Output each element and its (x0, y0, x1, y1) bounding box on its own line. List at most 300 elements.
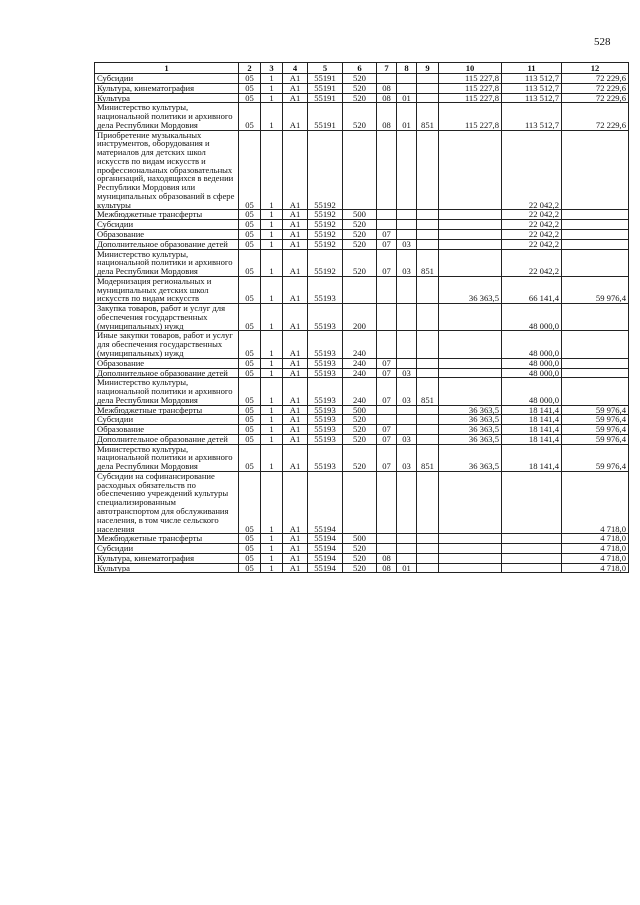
code-cell: 55193 (308, 405, 343, 415)
amount-cell: 4 718,0 (562, 553, 629, 563)
code-cell: 05 (239, 471, 261, 533)
amount-cell (439, 130, 502, 210)
code-cell: 07 (377, 425, 397, 435)
amount-cell: 36 363,5 (439, 444, 502, 471)
code-cell (397, 471, 417, 533)
amount-cell: 18 141,4 (502, 415, 562, 425)
code-cell: 05 (239, 368, 261, 378)
code-cell (397, 210, 417, 220)
code-cell: А1 (283, 415, 308, 425)
code-cell (417, 471, 439, 533)
amount-cell: 115 227,8 (439, 93, 502, 103)
code-cell (377, 276, 397, 303)
amount-cell (562, 249, 629, 276)
code-cell: А1 (283, 249, 308, 276)
code-cell: 1 (261, 276, 283, 303)
table-row (95, 425, 629, 435)
code-cell: 1 (261, 304, 283, 331)
code-cell (417, 425, 439, 435)
amount-cell: 113 512,7 (502, 93, 562, 103)
amount-cell (439, 210, 502, 220)
code-cell (397, 83, 417, 93)
code-cell: 851 (417, 444, 439, 471)
column-header: 8 (397, 63, 417, 74)
item-name-cell: Министерство культуры, национальной политики и архивного дела Республики Мордовия (95, 103, 239, 130)
code-cell (417, 358, 439, 368)
amount-cell (562, 358, 629, 368)
table-row (95, 471, 629, 533)
code-cell (417, 93, 439, 103)
amount-cell (439, 239, 502, 249)
item-name-cell: Приобретение музыкальных инструментов, оборудования и материалов для детских школ искусств по видам искусств и профессиональных образовательных организаций, находящихся в ведении Республики Мордовия или муниципальных образований в сфере культуры (95, 130, 239, 210)
code-cell: 05 (239, 405, 261, 415)
code-cell (397, 358, 417, 368)
code-cell: 520 (343, 249, 377, 276)
code-cell: 1 (261, 230, 283, 240)
amount-cell (502, 534, 562, 544)
amount-cell: 59 976,4 (562, 444, 629, 471)
amount-cell (439, 544, 502, 554)
code-cell (377, 405, 397, 415)
amount-cell: 113 512,7 (502, 83, 562, 93)
code-cell: 851 (417, 249, 439, 276)
code-cell: 07 (377, 239, 397, 249)
page-number: 528 (594, 36, 611, 48)
item-name-cell: Министерство культуры, национальной политики и архивного дела Республики Мордовия (95, 378, 239, 405)
amount-cell (562, 378, 629, 405)
code-cell: 500 (343, 405, 377, 415)
amount-cell: 115 227,8 (439, 83, 502, 93)
amount-cell: 113 512,7 (502, 74, 562, 84)
code-cell: 520 (343, 434, 377, 444)
code-cell: 08 (377, 83, 397, 93)
code-cell: 1 (261, 444, 283, 471)
item-name-cell: Иные закупки товаров, работ и услуг для обеспечения государственных (муниципальных) нужд (95, 331, 239, 358)
code-cell: 05 (239, 103, 261, 130)
code-cell: 05 (239, 358, 261, 368)
code-cell: А1 (283, 425, 308, 435)
code-cell: 05 (239, 378, 261, 405)
code-cell: 08 (377, 93, 397, 103)
column-header: 1 (95, 63, 239, 74)
code-cell: 520 (343, 239, 377, 249)
code-cell: 55193 (308, 378, 343, 405)
code-cell (417, 415, 439, 425)
code-cell: 08 (377, 103, 397, 130)
table-row (95, 83, 629, 93)
amount-cell (562, 230, 629, 240)
code-cell: 240 (343, 358, 377, 368)
code-cell: 01 (397, 103, 417, 130)
amount-cell (502, 544, 562, 554)
code-cell: 1 (261, 415, 283, 425)
amount-cell (439, 220, 502, 230)
table-body (95, 74, 629, 573)
code-cell: А1 (283, 304, 308, 331)
code-cell: А1 (283, 239, 308, 249)
code-cell: А1 (283, 83, 308, 93)
amount-cell: 4 718,0 (562, 471, 629, 533)
code-cell: 1 (261, 553, 283, 563)
amount-cell: 22 042,2 (502, 130, 562, 210)
amount-cell: 36 363,5 (439, 405, 502, 415)
code-cell: А1 (283, 358, 308, 368)
amount-cell: 22 042,2 (502, 249, 562, 276)
amount-cell: 48 000,0 (502, 331, 562, 358)
code-cell: 1 (261, 331, 283, 358)
code-cell: 55192 (308, 130, 343, 210)
table-row (95, 74, 629, 84)
code-cell: А1 (283, 93, 308, 103)
code-cell: 55192 (308, 239, 343, 249)
code-cell (343, 471, 377, 533)
amount-cell (502, 563, 562, 573)
code-cell: 1 (261, 220, 283, 230)
code-cell: 05 (239, 83, 261, 93)
table-row (95, 368, 629, 378)
amount-cell (439, 331, 502, 358)
code-cell (417, 534, 439, 544)
code-cell (377, 210, 397, 220)
code-cell: 240 (343, 378, 377, 405)
item-name-cell: Субсидии на софинансирование расходных обязательств по обеспечению учреждений культуры специализированным автотранспортом для обслуживания населения, в том числе сельского населения (95, 471, 239, 533)
amount-cell: 18 141,4 (502, 434, 562, 444)
code-cell: 05 (239, 534, 261, 544)
amount-cell: 59 976,4 (562, 276, 629, 303)
code-cell: 05 (239, 74, 261, 84)
code-cell: 520 (343, 74, 377, 84)
code-cell (417, 304, 439, 331)
code-cell (397, 331, 417, 358)
code-cell: 05 (239, 425, 261, 435)
code-cell: 520 (343, 563, 377, 573)
amount-cell (439, 230, 502, 240)
code-cell: 520 (343, 93, 377, 103)
amount-cell: 36 363,5 (439, 276, 502, 303)
amount-cell: 36 363,5 (439, 415, 502, 425)
code-cell: А1 (283, 563, 308, 573)
amount-cell: 22 042,2 (502, 220, 562, 230)
code-cell: 55192 (308, 220, 343, 230)
code-cell: 05 (239, 304, 261, 331)
code-cell: А1 (283, 534, 308, 544)
code-cell: 1 (261, 471, 283, 533)
code-cell: 55193 (308, 358, 343, 368)
amount-cell (439, 534, 502, 544)
code-cell: 05 (239, 220, 261, 230)
amount-cell: 48 000,0 (502, 358, 562, 368)
code-cell (417, 434, 439, 444)
item-name-cell: Образование (95, 358, 239, 368)
code-cell: 55193 (308, 425, 343, 435)
code-cell (343, 276, 377, 303)
code-cell (397, 553, 417, 563)
amount-cell: 72 229,6 (562, 74, 629, 84)
amount-cell: 113 512,7 (502, 103, 562, 130)
code-cell (417, 563, 439, 573)
code-cell: 07 (377, 444, 397, 471)
table-row (95, 220, 629, 230)
code-cell: А1 (283, 378, 308, 405)
code-cell: 55193 (308, 444, 343, 471)
amount-cell: 18 141,4 (502, 444, 562, 471)
amount-cell: 72 229,6 (562, 103, 629, 130)
code-cell (377, 415, 397, 425)
table-row (95, 563, 629, 573)
code-cell (417, 405, 439, 415)
code-cell: А1 (283, 103, 308, 130)
amount-cell (439, 563, 502, 573)
amount-cell: 59 976,4 (562, 425, 629, 435)
code-cell: 01 (397, 93, 417, 103)
code-cell: 07 (377, 249, 397, 276)
code-cell (377, 331, 397, 358)
amount-cell (439, 553, 502, 563)
code-cell: 08 (377, 563, 397, 573)
code-cell (377, 471, 397, 533)
code-cell: 07 (377, 434, 397, 444)
code-cell (417, 276, 439, 303)
code-cell: 55193 (308, 304, 343, 331)
amount-cell: 59 976,4 (562, 415, 629, 425)
code-cell: 07 (377, 368, 397, 378)
code-cell: 520 (343, 230, 377, 240)
code-cell: 1 (261, 249, 283, 276)
amount-cell: 48 000,0 (502, 368, 562, 378)
code-cell: 55193 (308, 276, 343, 303)
code-cell: 05 (239, 239, 261, 249)
amount-cell: 72 229,6 (562, 83, 629, 93)
code-cell (417, 331, 439, 358)
code-cell: 1 (261, 93, 283, 103)
amount-cell (439, 378, 502, 405)
amount-cell: 22 042,2 (502, 230, 562, 240)
code-cell (397, 230, 417, 240)
code-cell: 55191 (308, 83, 343, 93)
code-cell: 1 (261, 368, 283, 378)
code-cell: 03 (397, 378, 417, 405)
code-cell: 1 (261, 210, 283, 220)
amount-cell: 72 229,6 (562, 93, 629, 103)
code-cell (397, 304, 417, 331)
table-row (95, 405, 629, 415)
code-cell: 55194 (308, 471, 343, 533)
amount-cell: 18 141,4 (502, 405, 562, 415)
item-name-cell: Культура, кинематография (95, 553, 239, 563)
table-row (95, 210, 629, 220)
code-cell: 520 (343, 544, 377, 554)
table-row (95, 304, 629, 331)
code-cell: 55191 (308, 74, 343, 84)
amount-cell (502, 471, 562, 533)
code-cell (417, 74, 439, 84)
amount-cell (439, 249, 502, 276)
code-cell (397, 415, 417, 425)
code-cell: 1 (261, 434, 283, 444)
code-cell (377, 220, 397, 230)
code-cell: 03 (397, 249, 417, 276)
column-header: 11 (502, 63, 562, 74)
code-cell: 520 (343, 425, 377, 435)
amount-cell (562, 239, 629, 249)
code-cell: 520 (343, 103, 377, 130)
table-header-row (95, 63, 629, 74)
code-cell: 05 (239, 276, 261, 303)
amount-cell (439, 368, 502, 378)
code-cell: 05 (239, 331, 261, 358)
amount-cell (562, 130, 629, 210)
code-cell: 03 (397, 444, 417, 471)
item-name-cell: Закупка товаров, работ и услуг для обеспечения государственных (муниципальных) нужд (95, 304, 239, 331)
code-cell (377, 130, 397, 210)
amount-cell: 4 718,0 (562, 544, 629, 554)
table-row (95, 93, 629, 103)
code-cell (397, 276, 417, 303)
code-cell: 55193 (308, 368, 343, 378)
item-name-cell: Министерство культуры, национальной политики и архивного дела Республики Мордовия (95, 444, 239, 471)
code-cell: 05 (239, 553, 261, 563)
code-cell: 05 (239, 130, 261, 210)
table-row (95, 544, 629, 554)
table-row (95, 230, 629, 240)
amount-cell: 48 000,0 (502, 378, 562, 405)
table-row (95, 103, 629, 130)
code-cell: 1 (261, 534, 283, 544)
code-cell: А1 (283, 405, 308, 415)
code-cell: 851 (417, 103, 439, 130)
code-cell: А1 (283, 331, 308, 358)
code-cell (377, 74, 397, 84)
code-cell: 500 (343, 534, 377, 544)
code-cell (417, 368, 439, 378)
column-header: 9 (417, 63, 439, 74)
code-cell (377, 304, 397, 331)
table-row (95, 378, 629, 405)
column-header: 12 (562, 63, 629, 74)
item-name-cell: Субсидии (95, 544, 239, 554)
code-cell: А1 (283, 276, 308, 303)
code-cell: 55192 (308, 249, 343, 276)
table-row (95, 553, 629, 563)
code-cell: 55192 (308, 230, 343, 240)
code-cell: 55193 (308, 434, 343, 444)
code-cell (417, 83, 439, 93)
code-cell: А1 (283, 471, 308, 533)
amount-cell: 4 718,0 (562, 534, 629, 544)
code-cell: 1 (261, 130, 283, 210)
code-cell: 1 (261, 563, 283, 573)
code-cell: 07 (377, 358, 397, 368)
code-cell: 55194 (308, 563, 343, 573)
code-cell: 08 (377, 553, 397, 563)
amount-cell (562, 210, 629, 220)
code-cell: А1 (283, 368, 308, 378)
table-row (95, 434, 629, 444)
item-name-cell: Культура, кинематография (95, 83, 239, 93)
code-cell: 05 (239, 415, 261, 425)
code-cell (397, 544, 417, 554)
column-header: 10 (439, 63, 502, 74)
code-cell: 55194 (308, 534, 343, 544)
amount-cell (439, 358, 502, 368)
code-cell (417, 130, 439, 210)
code-cell: 05 (239, 563, 261, 573)
column-header: 2 (239, 63, 261, 74)
amount-cell: 59 976,4 (562, 434, 629, 444)
amount-cell: 115 227,8 (439, 103, 502, 130)
item-name-cell: Министерство культуры, национальной политики и архивного дела Республики Мордовия (95, 249, 239, 276)
code-cell: 05 (239, 249, 261, 276)
amount-cell (502, 553, 562, 563)
code-cell: 55193 (308, 331, 343, 358)
code-cell: 1 (261, 425, 283, 435)
item-name-cell: Субсидии (95, 74, 239, 84)
table-row (95, 331, 629, 358)
code-cell (417, 553, 439, 563)
amount-cell (562, 368, 629, 378)
code-cell: 07 (377, 230, 397, 240)
code-cell: А1 (283, 230, 308, 240)
code-cell (397, 74, 417, 84)
column-header: 4 (283, 63, 308, 74)
code-cell (417, 239, 439, 249)
item-name-cell: Дополнительное образование детей (95, 368, 239, 378)
code-cell: 520 (343, 415, 377, 425)
code-cell: 55194 (308, 544, 343, 554)
code-cell: 851 (417, 378, 439, 405)
code-cell: 1 (261, 378, 283, 405)
code-cell: 07 (377, 378, 397, 405)
code-cell: А1 (283, 210, 308, 220)
code-cell: А1 (283, 74, 308, 84)
amount-cell (439, 304, 502, 331)
code-cell: 03 (397, 368, 417, 378)
code-cell: 520 (343, 220, 377, 230)
budget-table (94, 62, 629, 573)
item-name-cell: Межбюджетные трансферты (95, 534, 239, 544)
amount-cell: 36 363,5 (439, 434, 502, 444)
table-row (95, 444, 629, 471)
code-cell: 55192 (308, 210, 343, 220)
code-cell: 500 (343, 210, 377, 220)
item-name-cell: Дополнительное образование детей (95, 434, 239, 444)
amount-cell: 36 363,5 (439, 425, 502, 435)
table-row (95, 130, 629, 210)
item-name-cell: Межбюджетные трансферты (95, 405, 239, 415)
amount-cell: 66 141,4 (502, 276, 562, 303)
item-name-cell: Образование (95, 425, 239, 435)
code-cell: 1 (261, 358, 283, 368)
code-cell: 1 (261, 103, 283, 130)
code-cell (397, 220, 417, 230)
code-cell: 240 (343, 331, 377, 358)
code-cell: 55191 (308, 103, 343, 130)
item-name-cell: Образование (95, 230, 239, 240)
code-cell (417, 220, 439, 230)
amount-cell: 59 976,4 (562, 405, 629, 415)
item-name-cell: Культура (95, 563, 239, 573)
code-cell: 05 (239, 230, 261, 240)
code-cell: 05 (239, 434, 261, 444)
code-cell (397, 425, 417, 435)
amount-cell (562, 304, 629, 331)
code-cell: 1 (261, 405, 283, 415)
code-cell: 1 (261, 74, 283, 84)
code-cell: 1 (261, 239, 283, 249)
code-cell: 03 (397, 434, 417, 444)
code-cell: А1 (283, 553, 308, 563)
code-cell: 55191 (308, 93, 343, 103)
